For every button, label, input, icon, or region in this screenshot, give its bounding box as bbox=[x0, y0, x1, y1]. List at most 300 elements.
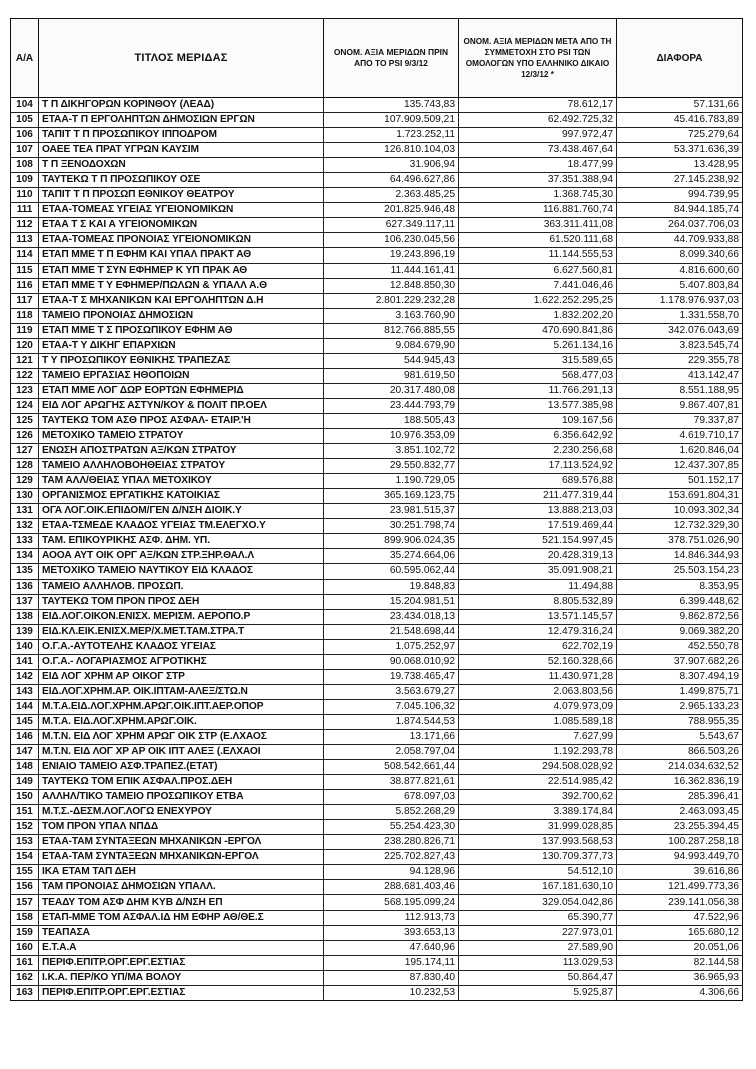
value-after-psi: 315.589,65 bbox=[459, 353, 617, 368]
fund-title: ΤΑΠΙΤ Τ Π ΠΡΟΣΩΠΙΚΟΥ ΙΠΠΟΔΡΟΜ bbox=[39, 128, 324, 143]
fund-title: ΕΙΔ.ΛΟΓ.ΟΙΚΟΝ.ΕΝΙΣΧ. ΜΕΡΙΣΜ. ΑΕΡΟΠΟ.Ρ bbox=[39, 609, 324, 624]
difference-value: 82.144,58 bbox=[617, 955, 743, 970]
value-before-psi: 3.563.679,27 bbox=[324, 684, 459, 699]
value-after-psi: 227.973,01 bbox=[459, 925, 617, 940]
value-before-psi: 5.852.268,29 bbox=[324, 805, 459, 820]
difference-value: 239.141.056,38 bbox=[617, 895, 743, 910]
row-number: 104 bbox=[11, 98, 39, 113]
value-after-psi: 7.627,99 bbox=[459, 729, 617, 744]
difference-value: 501.152,17 bbox=[617, 474, 743, 489]
difference-value: 994.739,95 bbox=[617, 188, 743, 203]
fund-title: ΕΤΑΠ ΜΜΕ Τ Σ ΠΡΟΣΩΠΙΚΟΥ ΕΦΗΜ ΑΘ bbox=[39, 323, 324, 338]
fund-title: ΤΑΜ. ΕΠΙΚΟΥΡΙΚΗΣ ΑΣΦ. ΔΗΜ. ΥΠ. bbox=[39, 534, 324, 549]
value-before-psi: 30.251.798,74 bbox=[324, 519, 459, 534]
fund-title: ΤΑΥΤΕΚΩ ΤΟΜ ΕΠΙΚ ΑΣΦΑΛ.ΠΡΟΣ.ΔΕΗ bbox=[39, 775, 324, 790]
header-difference: ΔΙΑΦΟΡΑ bbox=[617, 19, 743, 98]
value-after-psi: 329.054.042,86 bbox=[459, 895, 617, 910]
row-number: 129 bbox=[11, 474, 39, 489]
difference-value: 12.732.329,30 bbox=[617, 519, 743, 534]
table-row bbox=[11, 143, 743, 158]
difference-value: 285.396,41 bbox=[617, 790, 743, 805]
table-row bbox=[11, 173, 743, 188]
value-before-psi: 112.913,73 bbox=[324, 910, 459, 925]
fund-title: Ο.Γ.Α.-ΑΥΤΟΤΕΛΗΣ ΚΛΑΔΟΣ ΥΓΕΙΑΣ bbox=[39, 639, 324, 654]
row-number: 109 bbox=[11, 173, 39, 188]
value-after-psi: 11.766.291,13 bbox=[459, 383, 617, 398]
value-before-psi: 3.851.102,72 bbox=[324, 444, 459, 459]
row-number: 105 bbox=[11, 113, 39, 128]
row-number: 149 bbox=[11, 775, 39, 790]
value-after-psi: 5.261.134,16 bbox=[459, 338, 617, 353]
row-number: 157 bbox=[11, 895, 39, 910]
fund-title: ΕΤΑΑ-ΤΑΜ ΣΥΝΤΑΞΕΩΝ ΜΗΧΑΝΙΚΩΝ -ΕΡΓΟΛ bbox=[39, 835, 324, 850]
fund-title: ΕΝΩΣΗ ΑΠΟΣΤΡΑΤΩΝ ΑΞ/ΚΩΝ ΣΤΡΑΤΟΥ bbox=[39, 444, 324, 459]
table-row bbox=[11, 353, 743, 368]
table-row bbox=[11, 413, 743, 428]
row-number: 136 bbox=[11, 579, 39, 594]
value-before-psi: 23.434.018,13 bbox=[324, 609, 459, 624]
fund-title: ΕΤΑΑ-ΤΟΜΕΑΣ ΠΡΟΝΟΙΑΣ ΥΓΕΙΟΝΟΜΙΚΩΝ bbox=[39, 233, 324, 248]
row-number: 135 bbox=[11, 564, 39, 579]
value-after-psi: 997.972,47 bbox=[459, 128, 617, 143]
fund-title: ΤΑΜ ΠΡΟΝΟΙΑΣ ΔΗΜΟΣΙΩΝ ΥΠΑΛΛ. bbox=[39, 880, 324, 895]
value-after-psi: 4.079.973,09 bbox=[459, 699, 617, 714]
fund-title: ΟΑΕΕ ΤΕΑ ΠΡΑΤ ΥΓΡΩΝ ΚΑΥΣΙΜ bbox=[39, 143, 324, 158]
value-before-psi: 15.204.981,51 bbox=[324, 594, 459, 609]
value-after-psi: 1.368.745,30 bbox=[459, 188, 617, 203]
value-before-psi: 1.190.729,05 bbox=[324, 474, 459, 489]
table-row bbox=[11, 865, 743, 880]
fund-title: ΤΟΜ ΠΡΟΝ ΥΠΑΛ ΝΠΔΔ bbox=[39, 820, 324, 835]
value-before-psi: 627.349.117,11 bbox=[324, 218, 459, 233]
difference-value: 3.823.545,74 bbox=[617, 338, 743, 353]
header-value-after-psi: ΟΝΟΜ. ΑΞΙΑ ΜΕΡΙΔΩΝ ΜΕΤΑ ΑΠΟ ΤΗ ΣΥΜΜΕΤΟΧΗ ΣΤΟ PSI ΤΩΝ ΟΜΟΛΟΓΩΝ ΥΠΟ ΕΛΛΗΝΙΚΟ ΔΙΚΑΙΟ 12/3/12 * bbox=[459, 19, 617, 98]
value-after-psi: 1.832.202,20 bbox=[459, 308, 617, 323]
value-after-psi: 54.512,10 bbox=[459, 865, 617, 880]
fund-title: Μ.Τ.Α.ΕΙΔ.ΛΟΓ.ΧΡΗΜ.ΑΡΩΓ.ΟΙΚ.ΙΠΤ.ΑΕΡ.ΟΠΟΡ bbox=[39, 699, 324, 714]
value-before-psi: 19.848,83 bbox=[324, 579, 459, 594]
fund-title: ΕΙΔ.ΛΟΓ.ΧΡΗΜ.ΑΡ. ΟΙΚ.ΙΠΤΑΜ-ΑΛΕΞ/ΣΤΩ.Ν bbox=[39, 684, 324, 699]
value-before-psi: 21.548.698,44 bbox=[324, 624, 459, 639]
fund-title: ΜΕΤΟΧΙΚΟ ΤΑΜΕΙΟ ΝΑΥΤΙΚΟΥ ΕΙΔ ΚΛΑΔΟΣ bbox=[39, 564, 324, 579]
difference-value: 13.428,95 bbox=[617, 158, 743, 173]
table-row bbox=[11, 383, 743, 398]
table-row bbox=[11, 775, 743, 790]
table-row bbox=[11, 579, 743, 594]
row-number: 148 bbox=[11, 760, 39, 775]
value-before-psi: 23.444.793,79 bbox=[324, 398, 459, 413]
value-before-psi: 60.595.062,44 bbox=[324, 564, 459, 579]
value-before-psi: 1.723.252,11 bbox=[324, 128, 459, 143]
table-row bbox=[11, 459, 743, 474]
fund-title: ΤΕΑΠΑΣΑ bbox=[39, 925, 324, 940]
value-before-psi: 20.317.480,08 bbox=[324, 383, 459, 398]
fund-title: ΟΡΓΑΝΙΣΜΟΣ ΕΡΓΑΤΙΚΗΣ ΚΑΤΟΙΚΙΑΣ bbox=[39, 489, 324, 504]
table-row bbox=[11, 278, 743, 293]
fund-title: Ο.Γ.Α.- ΛΟΓΑΡΙΑΣΜΟΣ ΑΓΡΟΤΙΚΗΣ bbox=[39, 654, 324, 669]
difference-value: 84.944.185,74 bbox=[617, 203, 743, 218]
fund-title: ΤΑΜΕΙΟ ΠΡΟΝΟΙΑΣ ΔΗΜΟΣΙΩΝ bbox=[39, 308, 324, 323]
row-number: 138 bbox=[11, 609, 39, 624]
value-before-psi: 31.906,94 bbox=[324, 158, 459, 173]
table-row bbox=[11, 669, 743, 684]
difference-value: 57.131,66 bbox=[617, 98, 743, 113]
value-after-psi: 137.993.568,53 bbox=[459, 835, 617, 850]
fund-title: ΕΙΔ ΛΟΓ ΧΡΗΜ ΑΡ ΟΙΚΟΓ ΣΤΡ bbox=[39, 669, 324, 684]
row-number: 121 bbox=[11, 353, 39, 368]
difference-value: 229.355,78 bbox=[617, 353, 743, 368]
value-after-psi: 689.576,88 bbox=[459, 474, 617, 489]
fund-title: ΤΑΜΕΙΟ ΕΡΓΑΣΙΑΣ ΗΘΟΠΟΙΩΝ bbox=[39, 368, 324, 383]
header-row bbox=[11, 19, 743, 98]
row-number: 134 bbox=[11, 549, 39, 564]
value-before-psi: 9.084.679,90 bbox=[324, 338, 459, 353]
value-after-psi: 113.029,53 bbox=[459, 955, 617, 970]
difference-value: 264.037.706,03 bbox=[617, 218, 743, 233]
difference-value: 8.353,95 bbox=[617, 579, 743, 594]
table-row bbox=[11, 429, 743, 444]
row-number: 118 bbox=[11, 308, 39, 323]
table-row bbox=[11, 444, 743, 459]
table-row bbox=[11, 263, 743, 278]
value-before-psi: 94.128,96 bbox=[324, 865, 459, 880]
value-after-psi: 52.160.328,66 bbox=[459, 654, 617, 669]
value-before-psi: 544.945,43 bbox=[324, 353, 459, 368]
fund-title: ΑΛΛΗΛ/ΤΙΚΟ ΤΑΜΕΙΟ ΠΡΟΣΩΠΙΚΟΥ ΕΤΒΑ bbox=[39, 790, 324, 805]
table-row bbox=[11, 233, 743, 248]
row-number: 140 bbox=[11, 639, 39, 654]
value-before-psi: 812.766.885,55 bbox=[324, 323, 459, 338]
header-value-before-psi: ΟΝΟΜ. ΑΞΙΑ ΜΕΡΙΔΩΝ ΠΡΙΝ ΑΠΟ ΤΟ PSI 9/3/12 bbox=[324, 19, 459, 98]
value-after-psi: 65.390,77 bbox=[459, 910, 617, 925]
row-number: 133 bbox=[11, 534, 39, 549]
table-row bbox=[11, 203, 743, 218]
value-before-psi: 13.171,66 bbox=[324, 729, 459, 744]
row-number: 156 bbox=[11, 880, 39, 895]
difference-value: 37.907.682,26 bbox=[617, 654, 743, 669]
fund-title: ΕΤΑΠ ΜΜΕ Τ Π ΕΦΗΜ ΚΑΙ ΥΠΑΛ ΠΡΑΚΤ ΑΘ bbox=[39, 248, 324, 263]
fund-title: Μ.Τ.Σ.-ΔΕΣΜ.ΛΟΓ.ΛΟΓΩ ΕΝΕΧΥΡΟΥ bbox=[39, 805, 324, 820]
table-row bbox=[11, 760, 743, 775]
difference-value: 4.306,66 bbox=[617, 985, 743, 1000]
value-before-psi: 195.174,11 bbox=[324, 955, 459, 970]
row-number: 116 bbox=[11, 278, 39, 293]
table-row bbox=[11, 820, 743, 835]
value-before-psi: 19.738.465,47 bbox=[324, 669, 459, 684]
row-number: 132 bbox=[11, 519, 39, 534]
difference-value: 100.287.258,18 bbox=[617, 835, 743, 850]
fund-title: Τ Π ΔΙΚΗΓΟΡΩΝ ΚΟΡΙΝΘΟΥ (ΛΕΑΔ) bbox=[39, 98, 324, 113]
value-before-psi: 2.801.229.232,28 bbox=[324, 293, 459, 308]
value-after-psi: 8.805.532,89 bbox=[459, 594, 617, 609]
value-before-psi: 2.363.485,25 bbox=[324, 188, 459, 203]
fund-title: ΜΕΤΟΧΙΚΟ ΤΑΜΕΙΟ ΣΤΡΑΤΟΥ bbox=[39, 429, 324, 444]
table-row bbox=[11, 158, 743, 173]
difference-value: 121.499.773,36 bbox=[617, 880, 743, 895]
difference-value: 36.965,93 bbox=[617, 970, 743, 985]
difference-value: 378.751.026,90 bbox=[617, 534, 743, 549]
value-before-psi: 981.619,50 bbox=[324, 368, 459, 383]
difference-value: 866.503,26 bbox=[617, 745, 743, 760]
row-number: 137 bbox=[11, 594, 39, 609]
header-title: ΤΙΤΛΟΣ ΜΕΡΙΔΑΣ bbox=[39, 19, 324, 98]
difference-value: 53.371.636,39 bbox=[617, 143, 743, 158]
row-number: 115 bbox=[11, 263, 39, 278]
value-after-psi: 18.477,99 bbox=[459, 158, 617, 173]
value-before-psi: 10.976.353,09 bbox=[324, 429, 459, 444]
table-row bbox=[11, 504, 743, 519]
row-number: 139 bbox=[11, 624, 39, 639]
table-row bbox=[11, 609, 743, 624]
value-after-psi: 73.438.467,64 bbox=[459, 143, 617, 158]
table-row bbox=[11, 564, 743, 579]
difference-value: 153.691.804,31 bbox=[617, 489, 743, 504]
fund-title: ΠΕΡΙΦ.ΕΠΙΤΡ.ΟΡΓ.ΕΡΓ.ΕΣΤΙΑΣ bbox=[39, 955, 324, 970]
difference-value: 27.145.238,92 bbox=[617, 173, 743, 188]
table-body bbox=[11, 98, 743, 1001]
difference-value: 23.255.394,45 bbox=[617, 820, 743, 835]
fund-title: ΕΝΙΑΙΟ ΤΑΜΕΙΟ ΑΣΦ.ΤΡΑΠΕΖ.(ΕΤΑΤ) bbox=[39, 760, 324, 775]
value-after-psi: 470.690.841,86 bbox=[459, 323, 617, 338]
fund-title: Μ.Τ.Α. ΕΙΔ.ΛΟΓ.ΧΡΗΜ.ΑΡΩΓ.ΟΙΚ. bbox=[39, 714, 324, 729]
value-after-psi: 3.389.174,84 bbox=[459, 805, 617, 820]
value-before-psi: 365.169.123,75 bbox=[324, 489, 459, 504]
fund-title: ΤΑΥΤΕΚΩ ΤΟΜ ΠΡΟΝ ΠΡΟΣ ΔΕΗ bbox=[39, 594, 324, 609]
value-after-psi: 13.577.385,98 bbox=[459, 398, 617, 413]
fund-title: ΕΤΑΑ-Τ Υ ΔΙΚΗΓ ΕΠΑΡΧΙΩΝ bbox=[39, 338, 324, 353]
fund-title: ΕΤΑΑ Τ Σ ΚΑΙ Α ΥΓΕΙΟΝΟΜΙΚΩΝ bbox=[39, 218, 324, 233]
difference-value: 44.709.933,88 bbox=[617, 233, 743, 248]
difference-value: 4.619.710,17 bbox=[617, 429, 743, 444]
row-number: 117 bbox=[11, 293, 39, 308]
table-row bbox=[11, 699, 743, 714]
fund-title: Μ.Τ.Ν. ΕΙΔ ΛΟΓ ΧΡΗΜ ΑΡΩΓ ΟΙΚ ΣΤΡ (Ε.ΛΧΑΟΣ bbox=[39, 729, 324, 744]
table-row bbox=[11, 323, 743, 338]
value-after-psi: 2.063.803,56 bbox=[459, 684, 617, 699]
difference-value: 14.846.344,93 bbox=[617, 549, 743, 564]
row-number: 124 bbox=[11, 398, 39, 413]
table-row bbox=[11, 594, 743, 609]
fund-title: ΑΟΟΑ ΑΥΤ ΟΙΚ ΟΡΓ ΑΞ/ΚΩΝ ΣΤΡ.ΞΗΡ.ΘΑΛ.Λ bbox=[39, 549, 324, 564]
value-after-psi: 1.622.252.295,25 bbox=[459, 293, 617, 308]
value-before-psi: 508.542.661,44 bbox=[324, 760, 459, 775]
value-before-psi: 188.505,43 bbox=[324, 413, 459, 428]
row-number: 113 bbox=[11, 233, 39, 248]
difference-value: 165.680,12 bbox=[617, 925, 743, 940]
value-after-psi: 11.494,88 bbox=[459, 579, 617, 594]
value-before-psi: 201.825.946,48 bbox=[324, 203, 459, 218]
table-row bbox=[11, 714, 743, 729]
difference-value: 10.093.302,34 bbox=[617, 504, 743, 519]
value-before-psi: 3.163.760,90 bbox=[324, 308, 459, 323]
table-row bbox=[11, 880, 743, 895]
difference-value: 9.867.407,81 bbox=[617, 398, 743, 413]
difference-value: 39.616,86 bbox=[617, 865, 743, 880]
fund-title: ΤΑΜΕΙΟ ΑΛΛΗΛΟΒΟΗΘΕΙΑΣ ΣΤΡΑΤΟΥ bbox=[39, 459, 324, 474]
fund-title: ΕΤΑΠ ΜΜΕ ΛΟΓ ΔΩΡ ΕΟΡΤΩΝ ΕΦΗΜΕΡΙΔ bbox=[39, 383, 324, 398]
value-after-psi: 6.627.560,81 bbox=[459, 263, 617, 278]
value-after-psi: 211.477.319,44 bbox=[459, 489, 617, 504]
row-number: 128 bbox=[11, 459, 39, 474]
fund-title: ΤΕΑΔΥ ΤΟΜ ΑΣΦ ΔΗΜ ΚΥΒ Δ/ΝΣΗ ΕΠ bbox=[39, 895, 324, 910]
row-number: 145 bbox=[11, 714, 39, 729]
table-row bbox=[11, 940, 743, 955]
value-after-psi: 12.479.316,24 bbox=[459, 624, 617, 639]
value-after-psi: 62.492.725,32 bbox=[459, 113, 617, 128]
value-before-psi: 225.702.827,43 bbox=[324, 850, 459, 865]
row-number: 130 bbox=[11, 489, 39, 504]
table-row bbox=[11, 113, 743, 128]
difference-value: 1.620.846,04 bbox=[617, 444, 743, 459]
difference-value: 47.522,96 bbox=[617, 910, 743, 925]
difference-value: 4.816.600,60 bbox=[617, 263, 743, 278]
value-after-psi: 521.154.997,45 bbox=[459, 534, 617, 549]
row-number: 151 bbox=[11, 805, 39, 820]
value-before-psi: 2.058.797,04 bbox=[324, 745, 459, 760]
fund-title: ΟΓΑ ΛΟΓ.ΟΙΚ.ΕΠΙΔΟΜ/ΓΕΝ Δ/ΝΣΗ ΔΙΟΙΚ.Υ bbox=[39, 504, 324, 519]
table-row bbox=[11, 684, 743, 699]
table-row bbox=[11, 368, 743, 383]
value-before-psi: 899.906.024,35 bbox=[324, 534, 459, 549]
value-after-psi: 2.230.256,68 bbox=[459, 444, 617, 459]
row-number: 120 bbox=[11, 338, 39, 353]
difference-value: 1.499.875,71 bbox=[617, 684, 743, 699]
table-row bbox=[11, 729, 743, 744]
value-after-psi: 78.612,17 bbox=[459, 98, 617, 113]
row-number: 114 bbox=[11, 248, 39, 263]
difference-value: 79.337,87 bbox=[617, 413, 743, 428]
value-after-psi: 6.356.642,92 bbox=[459, 429, 617, 444]
table-row bbox=[11, 308, 743, 323]
row-number: 111 bbox=[11, 203, 39, 218]
row-number: 152 bbox=[11, 820, 39, 835]
table-row bbox=[11, 790, 743, 805]
value-before-psi: 55.254.423,30 bbox=[324, 820, 459, 835]
fund-title: ΕΤΑΑ-ΤΣΜΕΔΕ ΚΛΑΔΟΣ ΥΓΕΙΑΣ ΤΜ.ΕΛΕΓΧΟ.Υ bbox=[39, 519, 324, 534]
table-row bbox=[11, 805, 743, 820]
row-number: 122 bbox=[11, 368, 39, 383]
row-number: 161 bbox=[11, 955, 39, 970]
pension-funds-table bbox=[10, 18, 743, 1001]
row-number: 162 bbox=[11, 970, 39, 985]
table-row bbox=[11, 248, 743, 263]
fund-title: Ε.Τ.Α.Α bbox=[39, 940, 324, 955]
fund-title: ΕΤΑΠ ΜΜΕ Τ ΣΥΝ ΕΦΗΜΕΡ Κ ΥΠ ΠΡΑΚ ΑΘ bbox=[39, 263, 324, 278]
value-after-psi: 27.589,90 bbox=[459, 940, 617, 955]
difference-value: 214.034.632,52 bbox=[617, 760, 743, 775]
difference-value: 94.993.449,70 bbox=[617, 850, 743, 865]
value-before-psi: 288.681.403,46 bbox=[324, 880, 459, 895]
value-after-psi: 50.864,47 bbox=[459, 970, 617, 985]
value-after-psi: 61.520.111,68 bbox=[459, 233, 617, 248]
table-row bbox=[11, 624, 743, 639]
value-after-psi: 1.192.293,78 bbox=[459, 745, 617, 760]
value-before-psi: 38.877.821,61 bbox=[324, 775, 459, 790]
fund-title: ΕΤΑΠ-ΜΜΕ ΤΟΜ ΑΣΦΑΛ.ΙΔ ΗΜ ΕΦΗΡ ΑΘ/ΘΕ.Σ bbox=[39, 910, 324, 925]
table-row bbox=[11, 534, 743, 549]
value-after-psi: 35.091.908,21 bbox=[459, 564, 617, 579]
fund-title: ΤΑΠΙΤ Τ Π ΠΡΟΣΩΠ ΕΘΝΙΚΟΥ ΘΕΑΤΡΟΥ bbox=[39, 188, 324, 203]
row-number: 141 bbox=[11, 654, 39, 669]
value-after-psi: 1.085.589,18 bbox=[459, 714, 617, 729]
difference-value: 342.076.043,69 bbox=[617, 323, 743, 338]
value-before-psi: 568.195.099,24 bbox=[324, 895, 459, 910]
table-row bbox=[11, 293, 743, 308]
difference-value: 12.437.307,85 bbox=[617, 459, 743, 474]
value-before-psi: 29.550.832,77 bbox=[324, 459, 459, 474]
value-after-psi: 31.999.028,85 bbox=[459, 820, 617, 835]
pension-funds-table-sheet bbox=[10, 18, 743, 1001]
fund-title: Τ Υ ΠΡΟΣΩΠΙΚΟΥ ΕΘΝΙΚΗΣ ΤΡΑΠΕΖΑΣ bbox=[39, 353, 324, 368]
fund-title: Ι.Κ.Α. ΠΕΡ/ΚΟ ΥΠ/ΜΑ ΒΟΛΟΥ bbox=[39, 970, 324, 985]
fund-title: ΕΤΑΑ-ΤΟΜΕΑΣ ΥΓΕΙΑΣ ΥΓΕΙΟΝΟΜΙΚΩΝ bbox=[39, 203, 324, 218]
value-after-psi: 109.167,56 bbox=[459, 413, 617, 428]
row-number: 144 bbox=[11, 699, 39, 714]
difference-value: 9.862.872,56 bbox=[617, 609, 743, 624]
row-number: 110 bbox=[11, 188, 39, 203]
value-after-psi: 11.430.971,28 bbox=[459, 669, 617, 684]
fund-title: ΠΕΡΙΦ.ΕΠΙΤΡ.ΟΡΓ.ΕΡΓ.ΕΣΤΙΑΣ bbox=[39, 985, 324, 1000]
value-before-psi: 87.830,40 bbox=[324, 970, 459, 985]
difference-value: 788.955,35 bbox=[617, 714, 743, 729]
table-row bbox=[11, 98, 743, 113]
table-row bbox=[11, 398, 743, 413]
row-number: 154 bbox=[11, 850, 39, 865]
value-after-psi: 17.519.469,44 bbox=[459, 519, 617, 534]
row-number: 160 bbox=[11, 940, 39, 955]
table-row bbox=[11, 128, 743, 143]
value-before-psi: 678.097,03 bbox=[324, 790, 459, 805]
value-before-psi: 107.909.509,21 bbox=[324, 113, 459, 128]
row-number: 143 bbox=[11, 684, 39, 699]
row-number: 155 bbox=[11, 865, 39, 880]
fund-title: ΕΙΔ.ΚΛ.ΕΙΚ.ΕΝΙΣΧ.ΜΕΡ/Χ.ΜΕΤ.ΤΑΜ.ΣΤΡΑ.Τ bbox=[39, 624, 324, 639]
fund-title: ΤΑΥΤΕΚΩ ΤΟΜ ΑΣΘ ΠΡΟΣ ΑΣΦΑΛ- ΕΤΑΙΡ.'Η bbox=[39, 413, 324, 428]
table-row bbox=[11, 519, 743, 534]
table-row bbox=[11, 188, 743, 203]
value-after-psi: 392.700,62 bbox=[459, 790, 617, 805]
value-before-psi: 23.981.515,37 bbox=[324, 504, 459, 519]
table-header bbox=[11, 19, 743, 98]
value-after-psi: 363.311.411,08 bbox=[459, 218, 617, 233]
value-after-psi: 116.881.760,74 bbox=[459, 203, 617, 218]
fund-title: ΕΤΑΑ-Τ Π ΕΡΓΟΛΗΠΤΩΝ ΔΗΜΟΣΙΩΝ ΕΡΓΩΝ bbox=[39, 113, 324, 128]
row-number: 146 bbox=[11, 729, 39, 744]
difference-value: 452.550,78 bbox=[617, 639, 743, 654]
difference-value: 20.051,06 bbox=[617, 940, 743, 955]
difference-value: 2.965.133,23 bbox=[617, 699, 743, 714]
value-before-psi: 1.075.252,97 bbox=[324, 639, 459, 654]
row-number: 112 bbox=[11, 218, 39, 233]
value-after-psi: 622.702,19 bbox=[459, 639, 617, 654]
table-row bbox=[11, 654, 743, 669]
table-row bbox=[11, 925, 743, 940]
value-before-psi: 64.496.627,86 bbox=[324, 173, 459, 188]
header-aa: Α/Α bbox=[11, 19, 39, 98]
row-number: 123 bbox=[11, 383, 39, 398]
table-row bbox=[11, 850, 743, 865]
fund-title: ΤΑΜΕΙΟ ΑΛΛΗΛΟΒ. ΠΡΟΣΩΠ. bbox=[39, 579, 324, 594]
row-number: 108 bbox=[11, 158, 39, 173]
table-row bbox=[11, 338, 743, 353]
difference-value: 1.331.558,70 bbox=[617, 308, 743, 323]
value-after-psi: 167.181.630,10 bbox=[459, 880, 617, 895]
fund-title: ΙΚΑ ΕΤΑΜ ΤΑΠ ΔΕΗ bbox=[39, 865, 324, 880]
row-number: 163 bbox=[11, 985, 39, 1000]
table-row bbox=[11, 745, 743, 760]
difference-value: 8.551.188,95 bbox=[617, 383, 743, 398]
table-row bbox=[11, 835, 743, 850]
